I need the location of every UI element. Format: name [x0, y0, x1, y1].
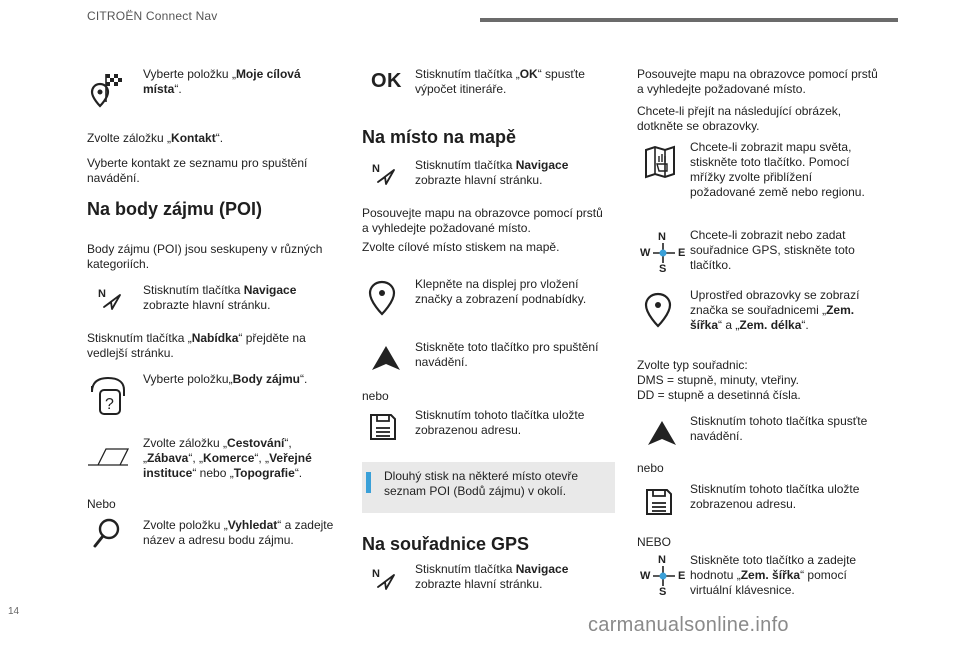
save-address-text-2: Stisknutím tohoto tlačítka uložte zobrazenou adresu.: [690, 482, 860, 511]
menu-button-text: Stisknutím tlačítka „Nabídka“ přejděte na vedlejší stránku.: [87, 331, 306, 360]
move-map-text-2: Posouvejte mapu na obrazovce pomocí prstů a vyhledejte požadované místo.: [637, 67, 878, 96]
start-navigation-icon: [370, 344, 402, 372]
dd-text: DD = stupně a desetinná čísla.: [637, 388, 801, 402]
press-start-text-2: Stisknutím tohoto tlačítka spusťte navádění.: [690, 414, 868, 443]
category-tabs-text: Zvolte záložku „Cestování“, „Zábava“, „Komerce“, „Veřejné instituce“ nebo „Topografie“.: [143, 436, 312, 480]
info-note-text: Dlouhý stisk na některé místo otevře seznam POI (Bodů zájmu) v okolí.: [384, 469, 579, 498]
map-pin-icon: [368, 280, 396, 316]
category-tabs-icon: [86, 446, 130, 468]
save-icon: [368, 412, 398, 442]
navigation-arrow-icon: [372, 160, 398, 186]
save-icon: [644, 487, 674, 517]
watermark: carmanualsonline.info: [588, 614, 789, 636]
or-text-2: nebo: [362, 389, 389, 403]
nav-button-text-2: Stisknutím tlačítka Navigace zobrazte hlavní stránku.: [415, 158, 569, 187]
start-navigation-icon: [646, 419, 678, 447]
gps-compass-icon: N S W E: [640, 554, 686, 598]
page-number: 14: [8, 606, 20, 617]
running-header: CITROËN Connect Nav: [87, 9, 218, 23]
choose-contact-text: Vyberte kontakt ze seznamu pro spuštění navádění.: [87, 156, 308, 185]
save-address-text-1: Stisknutím tohoto tlačítka uložte zobrazenou adresu.: [415, 408, 585, 437]
map-pin-icon: [644, 292, 672, 328]
coord-type-text: Zvolte typ souřadnic:: [637, 358, 748, 372]
gps-compass-icon: N S W E: [640, 231, 686, 275]
svg-text:N: N: [98, 288, 106, 300]
poi-heading: Na body zájmu (POI): [87, 199, 263, 219]
world-map-icon: [643, 144, 677, 180]
press-start-text-1: Stiskněte toto tlačítko pro spuštění navádění.: [415, 340, 599, 369]
move-map-text-1: Posouvejte mapu na obrazovce pomocí prstů a vyhledejte požadované místo.: [362, 206, 603, 235]
svg-text:N: N: [372, 163, 380, 175]
search-text: Zvolte položku „Vyhledat“ a zadejte název a adresu bodu zájmu.: [143, 518, 334, 547]
contact-tab-text: Zvolte záložku „Kontakt“.: [87, 131, 224, 145]
or-text-1: Nebo: [87, 497, 116, 511]
nav-button-text-1: Stisknutím tlačítka Navigace zobrazte hlavní stránku.: [143, 283, 297, 312]
choose-dest-text: Zvolte cílové místo stiskem na mapě.: [362, 240, 560, 254]
search-icon: [92, 517, 122, 549]
navigation-arrow-icon: [98, 285, 124, 311]
poi-select-text: Vyberte položku„Body zájmu“.: [143, 372, 308, 386]
map-heading: Na místo na mapě: [362, 127, 517, 147]
marker-coords-text: Uprostřed obrazovky se zobrazí značka se souřadnicemi „Zem. šířka“ a „Zem. délka“.: [690, 288, 860, 332]
ok-icon: OK: [371, 70, 402, 92]
header-rule: [480, 18, 898, 22]
tap-display-text: Klepněte na displej pro vložení značky a zobrazení podnabídky.: [415, 277, 587, 306]
poi-question-icon: [88, 374, 128, 416]
poi-intro-text: Body zájmu (POI) jsou seskupeny v různých kategoriích.: [87, 242, 323, 271]
nav-button-text-3: Stisknutím tlačítka Navigace zobrazte hlavní stránku.: [415, 562, 569, 591]
ok-text: Stisknutím tlačítka „OK“ spusťte výpočet itineráře.: [415, 67, 585, 96]
world-map-text: Chcete-li zobrazit mapu světa, stiskněte toto tlačítko. Pomocí mřížky zvolte přiblížení požadované země nebo regionu.: [690, 140, 865, 199]
navigation-arrow-icon: [372, 565, 398, 591]
svg-text:N: N: [372, 568, 380, 580]
gps-coords-text: Chcete-li zobrazit nebo zadat souřadnice GPS, stiskněte toto tlačítko.: [690, 228, 855, 272]
info-note-bar: [366, 472, 371, 493]
destination-flag-icon: [90, 72, 124, 110]
gps-heading: Na souřadnice GPS: [362, 534, 530, 554]
or-text-3: nebo: [637, 461, 664, 475]
select-destinations-text: Vyberte položku „Moje cílová místa“.: [143, 67, 301, 96]
svg-text:?: ?: [105, 396, 114, 413]
dms-text: DMS = stupně, minuty, vteřiny.: [637, 373, 799, 387]
next-image-text: Chcete-li přejít na následující obrázek, dotkněte se obrazovky.: [637, 104, 842, 133]
enter-lat-text: Stiskněte toto tlačítko a zadejte hodnotu „Zem. šířka“ pomocí virtuální klávesnice.: [690, 553, 857, 597]
or-caps-text: NEBO: [637, 535, 672, 549]
